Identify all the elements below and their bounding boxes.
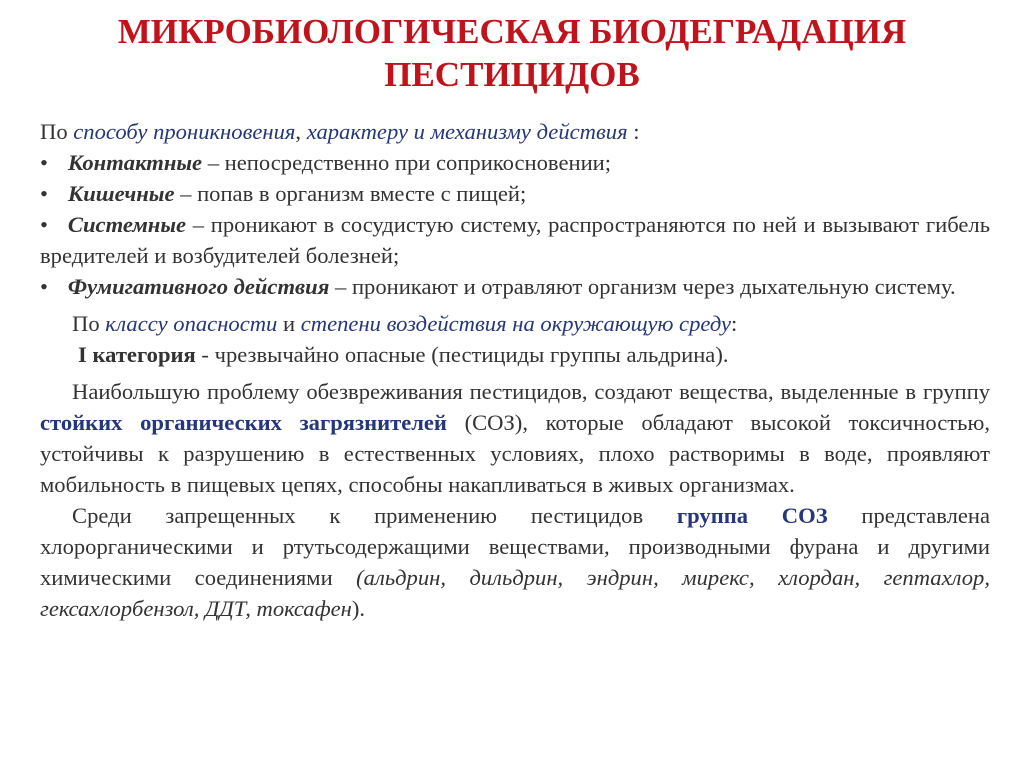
- banned-end: ).: [351, 596, 366, 621]
- hazard-separator: и: [277, 311, 301, 336]
- hazard-highlight-impact: степени воздействия на окружающую среду: [300, 311, 732, 336]
- bullet-term: Контактные: [67, 150, 203, 175]
- category-text: - чрезвычайно опасные (пестициды группы альдрина).: [195, 342, 729, 367]
- bullet-term: Фумигативного действия: [67, 274, 330, 299]
- bullet-item: [40, 147, 990, 178]
- category-label: I категория: [78, 342, 196, 367]
- category-line: [40, 339, 990, 370]
- bullet-marker: •: [40, 150, 48, 175]
- intro-highlight-penetration: способу проникновения: [73, 119, 296, 144]
- banned-text-2: представлена хлорорганическими и ртутьсодержащими веществами, производными фурана и другими химическими соединениями: [40, 503, 990, 590]
- hazard-prefix: По: [72, 311, 106, 336]
- problem-text-1: Наибольшую проблему обезвреживания пестицидов, создают вещества, выделенные в группу: [72, 379, 990, 404]
- bullet-marker: •: [40, 212, 48, 237]
- bullet-text: – проникают и отравляют организм через дыхательную систему.: [329, 274, 956, 299]
- intro-prefix: По: [40, 119, 74, 144]
- bullet-marker: •: [40, 181, 48, 206]
- intro-line: [40, 116, 990, 147]
- banned-text-1: Среди запрещенных к применению пестицидов: [72, 503, 677, 528]
- hazard-suffix: :: [731, 311, 738, 336]
- pop-group-highlight: группа СОЗ: [676, 503, 828, 528]
- bullet-item: [40, 271, 990, 302]
- banned-substance-list: (альдрин, дильдрин, эндрин, мирекс, хлордан, гептахлор, гексахлорбензол, ДДТ, токсафен: [40, 565, 990, 621]
- hazard-highlight-class: классу опасности: [105, 311, 278, 336]
- hazard-line: [40, 308, 990, 339]
- bullet-item: [40, 209, 990, 271]
- slide-body: [40, 116, 990, 624]
- title-line-2: ПЕСТИЦИДОВ: [384, 55, 640, 94]
- intro-separator: ,: [295, 119, 307, 144]
- pop-highlight: стойких органических загрязнителей: [40, 410, 447, 435]
- page-title: [0, 10, 1024, 96]
- bullet-item: [40, 178, 990, 209]
- problem-paragraph: [40, 376, 990, 500]
- bullet-text: – непосредственно при соприкосновении;: [202, 150, 612, 175]
- bullet-term: Системные: [67, 212, 187, 237]
- intro-highlight-mechanism: характеру и механизму действия: [306, 119, 628, 144]
- bullet-term: Кишечные: [67, 181, 175, 206]
- intro-suffix: :: [627, 119, 640, 144]
- bullet-text: – проникают в сосудистую систему, распространяются по ней и вызывают гибель вредителей и возбудителей болезней;: [40, 212, 990, 268]
- problem-text-2: (СОЗ), которые обладают высокой токсичностью, устойчивы к разрушению в естественных условиях, плохо растворимы в воде, проявляют мобильность в пищевых цепях, способны накапливаться в живых организмах.: [40, 410, 990, 497]
- banned-paragraph: [40, 500, 990, 624]
- bullet-marker: •: [40, 274, 48, 299]
- title-line-1: МИКРОБИОЛОГИЧЕСКАЯ БИОДЕГРАДАЦИЯ: [117, 12, 907, 51]
- bullet-text: – попав в организм вместе с пищей;: [174, 181, 527, 206]
